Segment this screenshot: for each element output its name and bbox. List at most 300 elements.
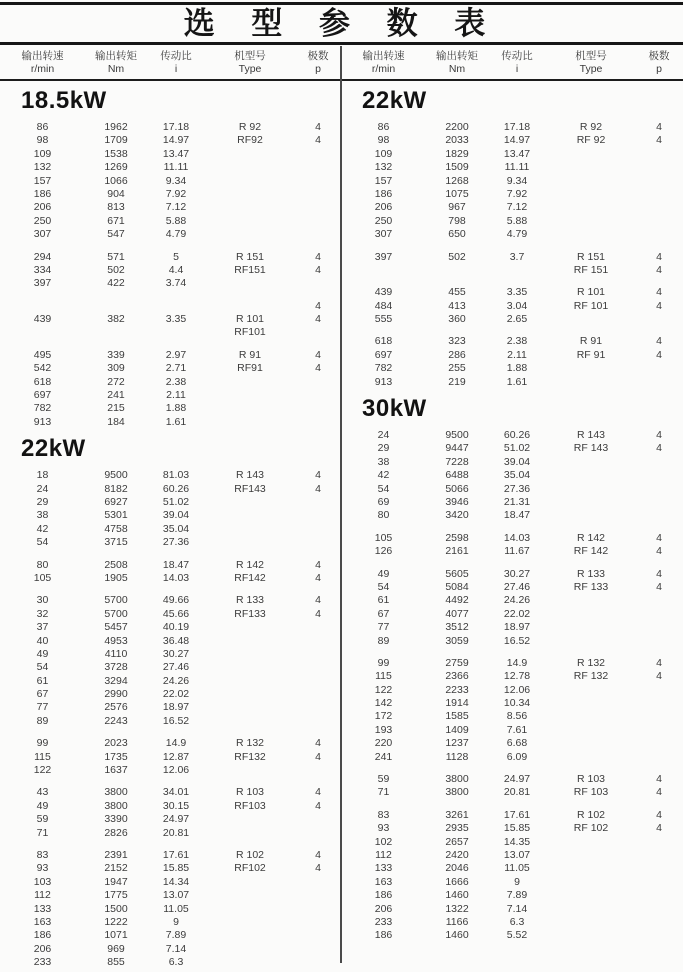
- cell-ratio: 7.89: [165, 929, 187, 942]
- cell-ratio: 14.9: [506, 656, 528, 669]
- cell-ratio: [147, 326, 205, 339]
- cell-poles: [295, 648, 341, 661]
- cell-ratio: 9.34: [506, 174, 528, 187]
- cell-output-speed: 102: [374, 835, 393, 848]
- table-row: [0, 326, 341, 339]
- cell-output-speed: 157: [374, 174, 393, 187]
- cell-model-type: R 132: [576, 656, 606, 669]
- cell-output-torque: 5605: [445, 567, 469, 580]
- header-poles: 极数 p: [307, 50, 329, 75]
- cell-output-speed: 112: [34, 889, 51, 902]
- table-row: [0, 764, 341, 777]
- table-row: [0, 416, 341, 429]
- cell-poles: [636, 148, 682, 161]
- cell-poles: 4: [656, 286, 662, 299]
- cell-poles: [636, 737, 682, 750]
- cell-ratio: 1.88: [165, 402, 187, 415]
- cell-output-speed: 42: [36, 522, 49, 535]
- cell-poles: 4: [315, 607, 321, 620]
- cell-output-speed: [341, 264, 426, 277]
- cell-output-torque: 2598: [445, 531, 469, 544]
- cell-poles: [295, 929, 341, 942]
- cell-output-torque: 502: [448, 250, 466, 263]
- cell-output-speed: 59: [377, 773, 390, 786]
- cell-output-speed: 782: [374, 362, 393, 375]
- cell-poles: [295, 402, 341, 415]
- table-row: [0, 715, 341, 728]
- cell-output-torque: 2161: [445, 545, 469, 558]
- cell-model-type: [546, 724, 636, 737]
- cell-output-speed: 233: [374, 915, 393, 928]
- cell-output-torque: 4492: [445, 594, 469, 607]
- cell-ratio: 45.66: [162, 607, 190, 620]
- cell-model-type: RF 101: [573, 299, 609, 312]
- cell-output-speed: 186: [374, 187, 393, 200]
- cell-output-torque: 339: [107, 348, 125, 361]
- cell-output-speed: 233: [33, 956, 52, 969]
- table-row: [0, 264, 341, 277]
- row-group: [0, 349, 341, 429]
- cell-output-torque: 3800: [445, 773, 469, 786]
- cell-model-type: R 103: [576, 773, 606, 786]
- cell-ratio: 40.19: [162, 621, 190, 634]
- table-row: [341, 657, 682, 670]
- cell-output-torque: 502: [107, 263, 125, 276]
- cell-ratio: 3.74: [165, 277, 187, 290]
- cell-output-torque: 2576: [104, 701, 128, 714]
- row-group: [0, 251, 341, 291]
- power-section: [0, 436, 341, 969]
- cell-output-speed: 71: [36, 826, 49, 839]
- cell-output-torque: 5700: [104, 594, 128, 607]
- table-row: [341, 876, 682, 889]
- table-row: [341, 264, 682, 277]
- table-row: [341, 121, 682, 134]
- cell-ratio: 2.11: [166, 389, 186, 402]
- cell-output-speed: 49: [377, 567, 390, 580]
- table-row: [0, 469, 341, 482]
- cell-model-type: [546, 621, 636, 634]
- cell-model-type: RF 132: [573, 670, 609, 683]
- cell-model-type: [546, 509, 636, 522]
- cell-poles: 4: [315, 299, 321, 312]
- cell-model-type: [205, 916, 295, 929]
- cell-output-torque: 2935: [445, 822, 469, 835]
- cell-poles: [295, 903, 341, 916]
- cell-ratio: 39.04: [162, 509, 190, 522]
- cell-model-type: RF132: [234, 750, 266, 763]
- table-row: [341, 697, 682, 710]
- table-row: [341, 621, 682, 634]
- header-poles: 极数 p: [648, 50, 670, 75]
- cell-output-torque: 1237: [445, 737, 469, 750]
- cell-poles: 4: [315, 250, 321, 263]
- cell-output-speed: 24: [36, 482, 49, 495]
- cell-output-speed: 186: [374, 889, 393, 902]
- table-row: [341, 822, 682, 835]
- cell-output-speed: 132: [374, 161, 393, 174]
- table-row: [0, 175, 341, 188]
- cell-output-speed: 103: [33, 875, 52, 888]
- cell-model-type: RF 151: [573, 263, 609, 276]
- cell-model-type: [546, 175, 636, 188]
- cell-ratio: 2.38: [506, 335, 528, 348]
- cell-output-speed: 172: [374, 710, 393, 723]
- cell-output-torque: 1128: [445, 750, 469, 763]
- cell-output-speed: 697: [374, 348, 393, 361]
- table-row: [0, 688, 341, 701]
- cell-output-speed: 913: [374, 375, 393, 388]
- cell-poles: [295, 813, 341, 826]
- table-row: [0, 786, 341, 799]
- cell-ratio: 14.03: [162, 571, 190, 584]
- cell-model-type: [546, 836, 636, 849]
- table-row: [341, 349, 682, 362]
- table-row: [0, 675, 341, 688]
- cell-output-speed: 555: [374, 313, 393, 326]
- row-group: [341, 429, 682, 523]
- cell-output-torque: 2759: [445, 656, 469, 669]
- cell-poles: 4: [656, 545, 662, 558]
- cell-poles: [636, 710, 682, 723]
- table-row: [0, 376, 341, 389]
- cell-output-torque: 1166: [445, 915, 469, 928]
- table-row: [0, 862, 341, 875]
- cell-poles: [636, 876, 682, 889]
- cell-model-type: [546, 849, 636, 862]
- cell-ratio: 7.14: [506, 902, 528, 915]
- table-row: [0, 701, 341, 714]
- cell-output-torque: 3946: [445, 495, 469, 508]
- cell-ratio: 27.46: [162, 661, 190, 674]
- cell-output-speed: 294: [33, 250, 52, 263]
- header-model-type: 机型号 Type: [234, 50, 266, 75]
- left-column-headers: [0, 45, 341, 79]
- cell-output-speed: 163: [374, 875, 393, 888]
- cell-ratio: 7.12: [506, 201, 528, 214]
- table-row: [341, 724, 682, 737]
- cell-model-type: R 103: [235, 786, 265, 799]
- cell-ratio: 9: [514, 875, 520, 888]
- cell-model-type: R 91: [579, 335, 603, 348]
- cell-ratio: 30.27: [503, 567, 531, 580]
- cell-model-type: [205, 956, 295, 969]
- cell-model-type: [205, 688, 295, 701]
- cell-output-speed: 77: [36, 701, 49, 714]
- cell-model-type: R 101: [576, 286, 606, 299]
- cell-ratio: 18.97: [162, 701, 190, 714]
- cell-output-torque: 650: [448, 228, 466, 241]
- table-row: [341, 581, 682, 594]
- table-row: [341, 148, 682, 161]
- cell-model-type: [546, 929, 636, 942]
- cell-poles: 4: [656, 531, 662, 544]
- column-divider-line: [340, 46, 342, 963]
- table-row: [0, 559, 341, 572]
- cell-poles: [295, 148, 341, 161]
- cell-output-speed: 618: [374, 335, 393, 348]
- cell-ratio: 24.26: [503, 594, 531, 607]
- cell-ratio: 13.07: [503, 848, 531, 861]
- cell-poles: [295, 876, 341, 889]
- cell-output-torque: 1666: [445, 875, 469, 888]
- cell-output-speed: 24: [377, 429, 390, 442]
- cell-poles: 4: [656, 808, 662, 821]
- cell-model-type: [205, 228, 295, 241]
- row-group: [0, 559, 341, 586]
- table-row: [341, 710, 682, 723]
- cell-ratio: 5.88: [165, 214, 187, 227]
- cell-poles: 4: [656, 348, 662, 361]
- header-model-type: 机型号 Type: [575, 50, 607, 75]
- cell-ratio: 11.11: [163, 161, 189, 174]
- cell-model-type: R 133: [576, 567, 606, 580]
- cell-output-torque: 2366: [445, 670, 469, 683]
- cell-model-type: [546, 889, 636, 902]
- cell-output-torque: [85, 326, 147, 339]
- cell-output-torque: 3800: [445, 786, 469, 799]
- cell-model-type: [205, 215, 295, 228]
- cell-poles: [636, 635, 682, 648]
- cell-ratio: 14.97: [162, 134, 190, 147]
- left-table-half: [0, 81, 341, 972]
- cell-ratio: 3.35: [165, 313, 187, 326]
- right-table-half: [341, 81, 682, 946]
- table-row: [341, 469, 682, 482]
- cell-ratio: 1.61: [506, 375, 528, 388]
- cell-output-speed: 913: [33, 415, 52, 428]
- cell-model-type: [546, 313, 636, 326]
- cell-poles: [636, 161, 682, 174]
- cell-model-type: [205, 201, 295, 214]
- cell-model-type: R 92: [579, 121, 603, 133]
- cell-model-type: [546, 456, 636, 469]
- cell-poles: [295, 215, 341, 228]
- cell-output-speed: [0, 326, 85, 339]
- cell-poles: 4: [656, 656, 662, 669]
- cell-model-type: [546, 710, 636, 723]
- cell-poles: [295, 827, 341, 840]
- table-row: [341, 635, 682, 648]
- table-row: [341, 134, 682, 147]
- cell-model-type: [546, 496, 636, 509]
- cell-ratio: 15.85: [162, 862, 190, 875]
- table-row: [341, 228, 682, 241]
- cell-poles: [636, 889, 682, 902]
- table-row: [0, 661, 341, 674]
- cell-output-torque: 272: [107, 375, 125, 388]
- cell-model-type: [205, 496, 295, 509]
- header-output-torque: 输出转矩 Nm: [95, 50, 137, 75]
- cell-output-torque: 1947: [104, 875, 128, 888]
- cell-output-torque: 3294: [104, 674, 128, 687]
- cell-model-type: R 133: [235, 594, 265, 607]
- cell-model-type: [546, 161, 636, 174]
- cell-poles: 4: [656, 442, 662, 455]
- table-row: [341, 929, 682, 942]
- cell-output-torque: 571: [107, 250, 125, 263]
- cell-output-torque: 1460: [445, 889, 469, 902]
- cell-ratio: 7.14: [165, 942, 187, 955]
- table-row: [341, 532, 682, 545]
- cell-model-type: RF92: [237, 134, 263, 147]
- cell-poles: [295, 416, 341, 429]
- cell-ratio: 17.61: [162, 848, 190, 861]
- table-row: [341, 456, 682, 469]
- cell-ratio: 16.52: [503, 634, 531, 647]
- cell-output-speed: 38: [36, 509, 49, 522]
- cell-output-speed: 122: [33, 764, 52, 777]
- cell-output-speed: 61: [36, 674, 49, 687]
- cell-ratio: 18.47: [503, 509, 531, 522]
- cell-output-speed: 334: [33, 263, 52, 276]
- cell-ratio: 11.05: [504, 862, 530, 875]
- cell-model-type: [205, 661, 295, 674]
- cell-output-torque: 7228: [445, 455, 469, 468]
- cell-model-type: [205, 416, 295, 429]
- table-row: [0, 943, 341, 956]
- cell-poles: 4: [656, 822, 662, 835]
- cell-model-type: [205, 876, 295, 889]
- table-row: [0, 608, 341, 621]
- cell-ratio: 2.97: [165, 348, 187, 361]
- cell-output-torque: 813: [107, 201, 125, 214]
- cell-ratio: 49.66: [162, 594, 190, 607]
- cell-poles: 4: [315, 482, 321, 495]
- table-row: [0, 161, 341, 174]
- cell-ratio: 51.02: [162, 495, 190, 508]
- cell-output-torque: 184: [107, 415, 125, 428]
- cell-model-type: [205, 536, 295, 549]
- row-group: [0, 737, 341, 777]
- table-row: [0, 536, 341, 549]
- row-group: [0, 121, 341, 242]
- cell-output-torque: 382: [107, 313, 125, 326]
- cell-model-type: RF133: [234, 607, 266, 620]
- cell-ratio: 11.11: [504, 161, 530, 174]
- table-row: [341, 862, 682, 875]
- table-row: [0, 228, 341, 241]
- cell-output-speed: 42: [377, 469, 390, 482]
- cell-ratio: 30.27: [162, 647, 190, 660]
- cell-ratio: 1.61: [165, 415, 187, 428]
- cell-poles: [295, 621, 341, 634]
- cell-output-torque: 2033: [445, 134, 469, 147]
- cell-ratio: 13.47: [503, 147, 531, 160]
- cell-model-type: R 102: [235, 848, 265, 861]
- cell-output-torque: 2046: [445, 862, 469, 875]
- table-row: [341, 286, 682, 299]
- cell-model-type: RF 133: [573, 580, 609, 593]
- cell-output-speed: 439: [374, 286, 393, 299]
- cell-model-type: [205, 889, 295, 902]
- cell-model-type: RF 143: [573, 442, 609, 455]
- cell-poles: 4: [656, 335, 662, 348]
- table-row: [341, 809, 682, 822]
- cell-output-torque: 6488: [445, 469, 469, 482]
- cell-poles: [636, 215, 682, 228]
- cell-poles: 4: [315, 786, 321, 799]
- cell-output-speed: 397: [374, 250, 393, 263]
- cell-ratio: 3.04: [506, 299, 528, 312]
- cell-model-type: R 132: [235, 737, 265, 750]
- cell-output-torque: 3512: [445, 621, 469, 634]
- cell-poles: [295, 326, 341, 339]
- cell-poles: [295, 688, 341, 701]
- cell-ratio: 27.36: [503, 482, 531, 495]
- table-row: [341, 376, 682, 389]
- table-row: [0, 313, 341, 326]
- cell-model-type: [205, 764, 295, 777]
- cell-output-torque: 1735: [104, 750, 128, 763]
- cell-output-speed: 54: [36, 661, 49, 674]
- row-group: [341, 657, 682, 764]
- cell-ratio: 27.36: [162, 536, 190, 549]
- cell-output-torque: 5700: [104, 607, 128, 620]
- cell-poles: 4: [656, 786, 662, 799]
- cell-poles: [636, 228, 682, 241]
- cell-poles: 4: [315, 558, 321, 571]
- power-section: [0, 88, 341, 429]
- cell-poles: [636, 175, 682, 188]
- cell-ratio: 2.65: [506, 313, 528, 326]
- cell-output-speed: 250: [374, 214, 393, 227]
- cell-model-type: [546, 148, 636, 161]
- cell-output-speed: 163: [33, 915, 52, 928]
- cell-ratio: 4.4: [168, 263, 184, 276]
- cell-poles: [295, 715, 341, 728]
- cell-output-speed: 30: [36, 594, 49, 607]
- cell-poles: [295, 389, 341, 402]
- row-group: [341, 251, 682, 278]
- cell-ratio: 1.88: [506, 362, 528, 375]
- cell-output-torque: 967: [448, 201, 466, 214]
- power-section-title: 22kW: [362, 87, 427, 114]
- table-row: [341, 215, 682, 228]
- cell-ratio: 24.26: [162, 674, 190, 687]
- cell-ratio: 6.3: [509, 915, 525, 928]
- cell-model-type: [546, 608, 636, 621]
- cell-poles: 4: [315, 750, 321, 763]
- cell-output-torque: 309: [107, 362, 125, 375]
- cell-output-speed: 122: [374, 683, 393, 696]
- cell-model-type: R 151: [235, 250, 265, 263]
- cell-model-type: [205, 827, 295, 840]
- cell-ratio: 11.05: [163, 902, 189, 915]
- cell-poles: [295, 376, 341, 389]
- cell-model-type: [205, 715, 295, 728]
- top-rule: [0, 2, 683, 5]
- cell-ratio: 22.02: [162, 688, 190, 701]
- cell-output-torque: 2826: [104, 826, 128, 839]
- cell-output-torque: 2233: [445, 683, 469, 696]
- header-output-torque: 输出转矩 Nm: [436, 50, 478, 75]
- table-row: [0, 876, 341, 889]
- cell-output-torque: 1500: [104, 902, 128, 915]
- cell-output-speed: 67: [377, 607, 390, 620]
- cell-ratio: 81.03: [162, 469, 190, 482]
- cell-ratio: [488, 264, 546, 277]
- cell-poles: [295, 889, 341, 902]
- table-row: [0, 572, 341, 585]
- cell-ratio: 9: [173, 915, 179, 928]
- row-group: [341, 532, 682, 559]
- power-section: [341, 88, 682, 389]
- cell-output-torque: 1460: [445, 929, 469, 942]
- cell-output-speed: 80: [36, 558, 49, 571]
- cell-output-speed: 93: [377, 822, 390, 835]
- cell-output-torque: 1829: [445, 147, 469, 160]
